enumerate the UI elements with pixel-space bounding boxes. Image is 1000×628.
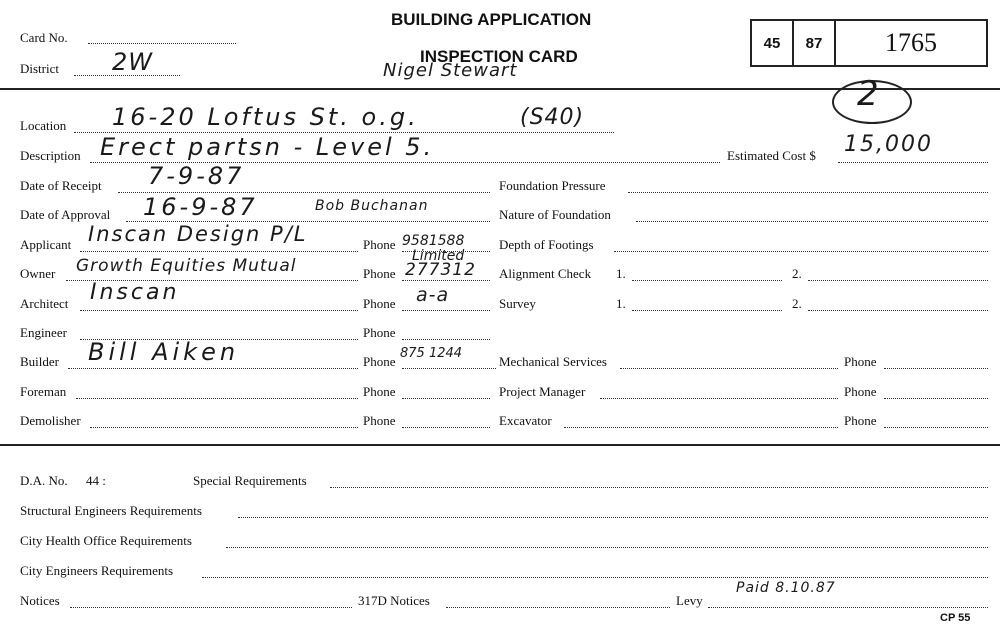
date-receipt-value: 7-9-87 <box>148 162 245 190</box>
header-divider <box>0 88 1000 90</box>
card-number-box <box>750 19 988 67</box>
owner-value: Growth Equities Mutual <box>76 256 297 276</box>
survey-1-field <box>632 310 782 311</box>
survey-label: Survey <box>499 296 536 311</box>
nature-foundation-label: Nature of Foundation <box>499 207 611 222</box>
survey-1-label: 1. <box>616 296 626 311</box>
engineer-phone-label: Phone <box>363 325 396 340</box>
architect-phone-value: a-a <box>416 284 450 306</box>
box-cell-2: 87 <box>792 21 834 65</box>
health-requirements-field <box>226 547 988 548</box>
card-title-line1: BUILDING APPLICATION <box>391 10 592 29</box>
nature-foundation-field <box>636 221 988 222</box>
levy-label: Levy <box>676 593 703 608</box>
box-cell-1: 45 <box>763 34 781 52</box>
builder-value: Bill Aiken <box>88 338 240 366</box>
district-value: 2W <box>112 48 153 76</box>
city-engineers-field <box>202 577 988 578</box>
estimated-cost-value: 15,000 <box>844 132 933 157</box>
alignment-check-2-field <box>808 280 988 281</box>
architect-phone-field <box>402 310 490 311</box>
city-engineers-label: City Engineers Requirements <box>20 563 174 578</box>
excavator-label: Excavator <box>499 413 552 428</box>
project-manager-phone-field <box>884 398 988 399</box>
approval-signature: Bob Buchanan <box>315 198 429 214</box>
notices-317d-field <box>446 607 670 608</box>
location-extra: (S40) <box>520 105 585 130</box>
mechanical-phone-label: Phone <box>844 354 877 369</box>
owner-limited: Limited <box>412 248 465 264</box>
levy-value: Paid 8.10.87 <box>736 580 836 596</box>
project-manager-label: Project Manager <box>499 384 586 399</box>
builder-label: Builder <box>20 354 59 369</box>
form-code: CP 55 <box>940 612 971 624</box>
owner-phone-value: 277312 <box>405 260 476 280</box>
date-approval-label: Date of Approval <box>20 207 111 222</box>
survey-2-label: 2. <box>792 296 802 311</box>
estimated-cost-label: Estimated Cost $ <box>727 148 816 163</box>
levy-field <box>708 607 988 608</box>
applicant-field <box>80 251 358 252</box>
mechanical-field <box>620 368 838 369</box>
owner-phone-field <box>402 280 490 281</box>
engineer-phone-field <box>402 339 490 340</box>
card-title-line2: INSPECTION CARD <box>420 47 578 66</box>
da-no-value: 44 : <box>86 473 106 488</box>
demolisher-phone-label: Phone <box>363 413 396 428</box>
mechanical-label: Mechanical Services <box>499 354 607 369</box>
project-manager-phone-label: Phone <box>844 384 877 399</box>
owner-phone-label: Phone <box>363 266 396 281</box>
architect-phone-label: Phone <box>363 296 396 311</box>
structural-requirements-field <box>238 517 988 518</box>
builder-field <box>68 368 358 369</box>
depth-footings-field <box>614 251 988 252</box>
box-card-number: 1765 <box>834 21 986 65</box>
architect-label: Architect <box>20 296 69 311</box>
project-manager-field <box>600 398 838 399</box>
alignment-check-label: Alignment Check <box>499 266 592 281</box>
survey-2-field <box>808 310 988 311</box>
builder-phone-value: 875 1244 <box>400 346 463 361</box>
engineer-label: Engineer <box>20 325 67 340</box>
demolisher-field <box>90 427 358 428</box>
notices-317d-label: 317D Notices <box>358 593 430 608</box>
applicant-phone-value: 9581588 <box>402 233 465 249</box>
foreman-phone-field <box>402 398 490 399</box>
district-label: District <box>20 61 59 76</box>
card-no-label: Card No. <box>20 30 68 45</box>
health-requirements-label: City Health Office Requirements <box>20 533 192 548</box>
notices-label: Notices <box>20 593 60 608</box>
applicant-value: Inscan Design P/L <box>88 222 308 246</box>
card-no-field <box>88 43 236 44</box>
alignment-check-1-label: 1. <box>616 266 626 281</box>
da-no-label: D.A. No. <box>20 473 68 488</box>
excavator-phone-label: Phone <box>844 413 877 428</box>
special-requirements-label: Special Requirements <box>193 473 307 488</box>
applicant-phone-label: Phone <box>363 237 396 252</box>
excavator-phone-field <box>884 427 988 428</box>
architect-field <box>80 310 358 311</box>
alignment-check-1-field <box>632 280 782 281</box>
depth-footings-label: Depth of Footings <box>499 237 594 252</box>
location-value: 16-20 Loftus St. o.g. <box>112 103 419 131</box>
inspector-signature: Nigel Stewart <box>383 60 518 81</box>
description-label: Description <box>20 148 81 163</box>
demolisher-phone-field <box>402 427 490 428</box>
foreman-phone-label: Phone <box>363 384 396 399</box>
date-receipt-label: Date of Receipt <box>20 178 102 193</box>
estimated-cost-field <box>838 162 988 163</box>
builder-phone-label: Phone <box>363 354 396 369</box>
excavator-field <box>564 427 838 428</box>
foreman-label: Foreman <box>20 384 67 399</box>
foreman-field <box>76 398 358 399</box>
architect-value: Inscan <box>90 280 180 305</box>
mechanical-phone-field <box>884 368 988 369</box>
builder-phone-field <box>402 368 496 369</box>
owner-label: Owner <box>20 266 56 281</box>
notices-field <box>70 607 352 608</box>
middle-divider <box>0 444 1000 446</box>
location-label: Location <box>20 118 67 133</box>
demolisher-label: Demolisher <box>20 413 81 428</box>
foundation-pressure-label: Foundation Pressure <box>499 178 606 193</box>
structural-requirements-label: Structural Engineers Requirements <box>20 503 202 518</box>
description-value: Erect partsn - Level 5. <box>100 133 435 161</box>
circled-number: 2 <box>857 74 880 114</box>
special-requirements-field <box>330 487 988 488</box>
date-approval-value: 16-9-87 <box>143 193 258 221</box>
foundation-pressure-field <box>628 192 988 193</box>
applicant-label: Applicant <box>20 237 72 252</box>
alignment-check-2-label: 2. <box>792 266 802 281</box>
